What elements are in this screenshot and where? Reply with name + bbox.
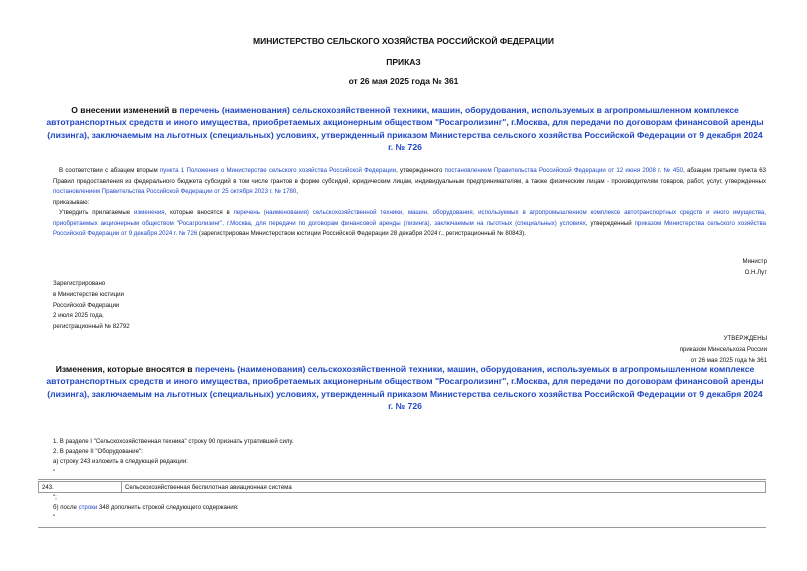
list-item: 2. В разделе II "Оборудование":: [53, 448, 143, 456]
registration-line: Зарегистрировано: [53, 280, 106, 287]
signature-position: Министр: [742, 258, 767, 265]
registration-line: в Министерстве юстиции: [53, 290, 124, 298]
quote-open: ": [53, 468, 56, 476]
preamble-text: , абзацем третьим пункта 63 Правил предоставления из федерального бюджета субсидий в том числе грантов в форме субсидий, юридическим лицам, индивидуальным предпринимателям, а также физическим лицам - производителям товаров, работ, услуг, утвержденных: [53, 167, 766, 185]
ministry-heading: МИНИСТЕРСТВО СЕЛЬСКОГО ХОЗЯЙСТВА РОССИЙСКОЙ ФЕДЕРАЦИИ: [253, 36, 554, 46]
quote-open: ": [53, 514, 56, 522]
link-rows[interactable]: строки: [78, 504, 98, 512]
changes-title-link-list[interactable]: перечень (наименования) сельскохозяйственной техники, машин, оборудования, используемых в агропромышленном комплексе автотранспортных средств и иного имущества, приобретаемых акционерным обществом "Росагролизинг", г.Москва, для передачи по договорам финансовой аренды (лизинга), заключаемым на льготных (специальных) условиях, утвержденный приказом Министерства сельского хозяйства Российской Федерации от 9 декабря 2024 г. № 726: [46, 364, 764, 412]
approval-line: от 26 мая 2025 года № 361: [690, 356, 767, 364]
preamble-text: ,: [296, 188, 298, 196]
changes-title-text: Изменения, которые вносятся в: [55, 364, 195, 374]
table-row: [39, 482, 766, 493]
order-text: , утвержденный: [585, 219, 635, 227]
changes-list: [53, 437, 294, 478]
order-text: (зарегистрирован Министерством юстиции Российской Федерации 28 декабря 2024 г., регистрационный № 80843).: [197, 230, 527, 238]
table-cell-number: 243.: [39, 482, 122, 493]
link-regulation-point-1[interactable]: пункта 1 Положения о Министерстве сельского хозяйства Российской Федерации: [160, 167, 397, 174]
signature-name: О.Н.Лут: [744, 268, 767, 276]
document-type: ПРИКАЗ: [386, 57, 421, 67]
link-government-decree-1780[interactable]: постановлением Правительства Российской Федерации от 25 октября 2023 г. № 1780: [53, 188, 297, 196]
replacement-table: [38, 481, 766, 493]
order-text: , которые вносятся в: [164, 209, 234, 216]
preamble-paragraph: [53, 166, 766, 208]
changes-title: [44, 363, 766, 413]
signature-block: [743, 257, 767, 279]
link-ministry-order-726[interactable]: приказом Министерства сельского хозяйства Российской Федерации от 9 декабря 2024 г. № 726: [53, 219, 766, 238]
approval-line: приказом Минсельхоза России: [679, 345, 767, 353]
registration-line: 2 июля 2025 года,: [53, 312, 104, 320]
list-item: 1. В разделе I "Сельскохозяйственная техника" строку 90 признать утратившей силу.: [53, 438, 294, 445]
list-item: б) после строки 348 дополнить строкой следующего содержания:: [53, 504, 239, 512]
order-text: Утвердить прилагаемые: [59, 209, 134, 216]
after-table-text: [53, 493, 239, 524]
divider: [38, 527, 766, 528]
document-title: [44, 104, 766, 154]
link-government-decree-450[interactable]: постановлением Правительства Российской Федерации от 12 июня 2008 г. № 450: [444, 167, 684, 174]
preamble-text: В соответствии с абзацем вторым: [59, 167, 160, 174]
title-link-list[interactable]: перечень (наименования) сельскохозяйственной техники, машин, оборудования, используемых в агропромышленном комплексе автотранспортных средств и иного имущества, приобретаемых акционерным обществом "Росагролизинг", г.Москва, для передачи по договорам финансовой аренды (лизинга), заключаемым на льготных (специальных) условиях, утвержденный приказом Министерства сельского хозяйства Российской Федерации от 9 декабря 2024 г. № 726: [46, 105, 764, 153]
document-date-number: от 26 мая 2025 года № 361: [348, 76, 459, 86]
order-paragraph: [53, 208, 766, 240]
preamble-text: , утвержденного: [396, 167, 445, 174]
link-list[interactable]: перечень (наименования) сельскохозяйственной техники, машин, оборудования, используемых в агропромышленном комплексе автотранспортных средств и иного имущества, приобретаемых акционерным обществом "Росагролизинг", г.Москва, для передачи по договорам финансовой аренды (лизинга), заключаемым на льготных (специальных) условиях: [53, 209, 766, 227]
order-word: приказываю:: [53, 198, 90, 206]
approval-line: УТВЕРЖДЕНЫ: [723, 335, 767, 342]
registration-line: Российской Федерации: [53, 301, 120, 309]
table-cell-name: Сельскохозяйственная беспилотная авиационная система: [122, 482, 766, 493]
quote-close: ";: [53, 494, 57, 501]
divider: [38, 479, 766, 480]
approval-block: [680, 334, 767, 366]
link-changes[interactable]: изменения: [133, 209, 165, 216]
title-text: О внесении изменений в: [71, 105, 180, 115]
registration-block: [53, 279, 130, 333]
list-item: а) строку 243 изложить в следующей редакции:: [53, 458, 188, 466]
registration-line: регистрационный № 82792: [53, 323, 130, 331]
